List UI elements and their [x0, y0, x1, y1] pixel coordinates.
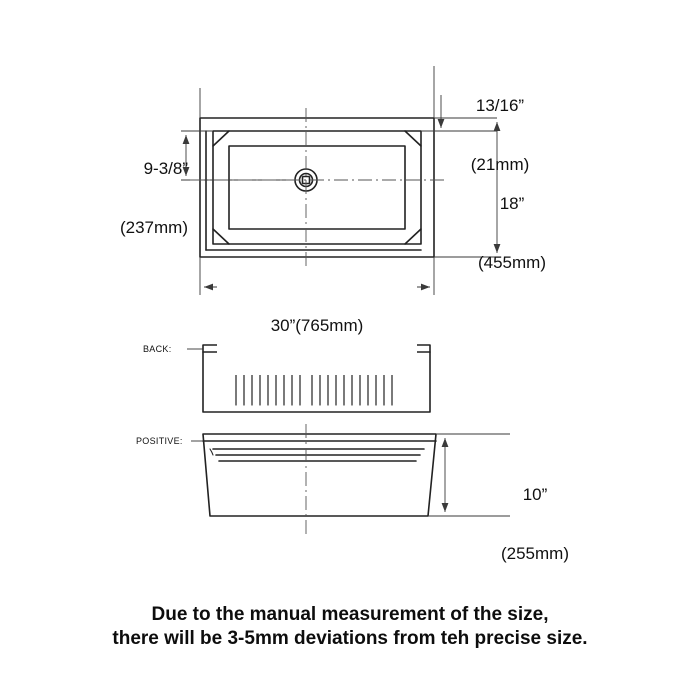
- dimension-label-height-front-line1: 10”: [522, 485, 548, 505]
- measurement-note-line2: there will be 3-5mm deviations from teh precise size.: [112, 627, 588, 649]
- measurement-note: [0, 603, 700, 651]
- dimension-label-height-front: [470, 446, 600, 602]
- top-view-outline: [200, 118, 434, 257]
- dimension-label-rim-thickness-line2: (21mm): [470, 154, 530, 174]
- dimension-label-width-bottom: [217, 277, 417, 375]
- positive-view-outline: [203, 434, 436, 516]
- view-label-back: BACK:: [143, 344, 172, 354]
- view-label-positive: POSITIVE:: [136, 436, 183, 446]
- dimension-label-depth-inner-line1: 9-3/8”: [143, 159, 188, 179]
- dimension-label-height-front-line2: (255mm): [500, 543, 569, 563]
- dimension-label-height-side-line1: 18”: [499, 194, 525, 214]
- dimension-label-depth-inner-line2: (237mm): [119, 217, 188, 237]
- dimension-label-width-bottom-line1: 30”(765mm): [270, 316, 364, 336]
- measurement-note-line1: Due to the manual measurement of the size,: [151, 604, 549, 625]
- dimension-label-height-side: [452, 155, 572, 311]
- dimension-label-rim-thickness-line1: 13/16”: [475, 96, 525, 116]
- dimension-label-depth-inner: [78, 120, 188, 276]
- dimension-label-height-side-line2: (455mm): [477, 252, 546, 272]
